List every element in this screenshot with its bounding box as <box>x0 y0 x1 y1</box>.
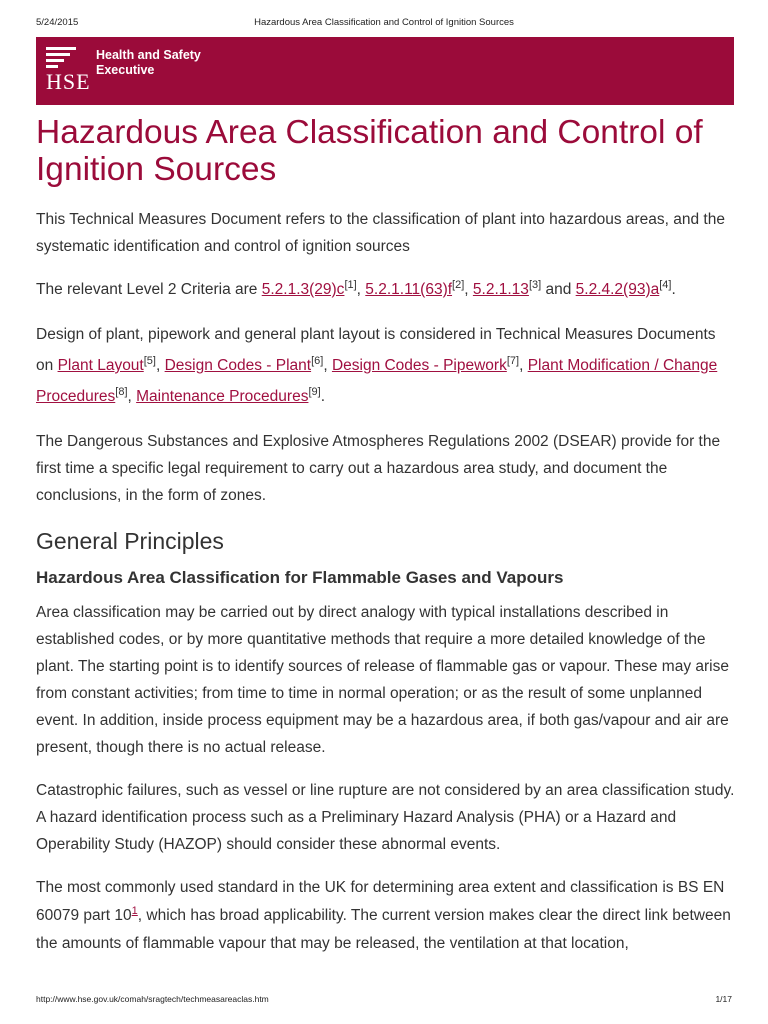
intro-paragraph: This Technical Measures Document refers to the classification of plant into hazardous areas, and the systematic identification and control of ignition sources <box>36 211 725 255</box>
page-title: Hazardous Area Classification and Control of Ignition Sources <box>36 114 703 188</box>
hse-logo-text: HSE <box>46 69 91 94</box>
section-heading: General Principles <box>36 528 224 554</box>
criteria-link-2[interactable]: 5.2.1.11(63)f <box>365 281 453 298</box>
ref-3: [3] <box>528 279 542 291</box>
ref-5: [5] <box>143 355 156 367</box>
link-maintenance-procedures[interactable]: Maintenance Procedures <box>136 388 309 405</box>
criteria-link-1[interactable]: 5.2.1.3(29)c <box>261 281 345 298</box>
dsear-paragraph: The Dangerous Substances and Explosive Atmospheres Regulations 2002 (DSEAR) provide for the first time a specific legal requirement to carry out a hazardous area study, and document the conclusions, in the form of zones. <box>36 433 721 504</box>
org-name: Health and Safety Executive <box>96 48 201 77</box>
paragraph-catastrophic: Catastrophic failures, such as vessel or line rupture are not considered by an area classification study. A hazard identification process such as a Preliminary Hazard Analysis (PHA) or a Hazard and Operability Study (HAZOP) should consider these abnormal events. <box>36 782 735 853</box>
criteria-link-4[interactable]: 5.2.4.2(93)a <box>575 281 660 298</box>
ref-9: [9] <box>308 386 321 398</box>
link-design-codes-plant[interactable]: Design Codes - Plant <box>164 357 312 374</box>
hse-logo[interactable] <box>46 47 92 93</box>
ref-8: [8] <box>115 386 128 398</box>
print-date: 5/24/2015 <box>36 17 79 28</box>
paragraph-standard: The most commonly used standard in the UK for determining area extent and classification is BS EN 60079 part 10$^1$, which has broad applicability. The current version makes clear the direct link between the amounts of flammable vapour that may be released, the ventilation at that location, <box>36 879 731 952</box>
ref-4: [4] <box>659 279 672 291</box>
print-footer <box>36 994 732 1004</box>
ref-1: [1] <box>344 279 357 291</box>
criteria-link-3[interactable]: 5.2.1.13 <box>472 281 529 298</box>
criteria-paragraph: The relevant Level 2 Criteria are 5.2.1.3(29)c[1], 5.2.1.11(63)f[2], 5.2.1.13[3] and 5.2.4.2(93)a[4]. <box>36 279 676 298</box>
footnote-link-1[interactable]: 1 <box>131 905 138 917</box>
main-content <box>36 206 736 974</box>
print-header <box>36 17 732 31</box>
link-plant-layout[interactable]: Plant Layout <box>57 357 144 374</box>
paragraph-classification: Area classification may be carried out by direct analogy with typical installations described in established codes, or by more quantitative methods that require a more detailed knowledge of the plant. The starting point is to identify sources of release of flammable gas or vapour. These may arise from constant activities; from time to time in normal operation; or as the result of some unplanned event. In addition, inside process equipment may be a hazardous area, if both gas/vapour and air are present, though there is no actual release. <box>36 604 729 756</box>
hse-banner <box>36 37 734 105</box>
ref-6: [6] <box>311 355 324 367</box>
page-number: 1/17 <box>715 994 732 1004</box>
print-title: Hazardous Area Classification and Control of Ignition Sources <box>254 17 514 28</box>
design-paragraph: Design of plant, pipework and general plant layout is considered in Technical Measures Documents on Plant Layout[5], Design Codes - Plant[6], Design Codes - Pipework[7], Plant Modification / Change Procedures[8], Maintenance Procedures[9]. <box>36 326 718 405</box>
print-url: http://www.hse.gov.uk/comah/sragtech/techmeasareaclas.htm <box>36 994 269 1004</box>
link-plant-modification[interactable]: Plant Modification / Change Procedures <box>36 357 718 405</box>
link-design-codes-pipework[interactable]: Design Codes - Pipework <box>331 357 507 374</box>
ref-7: [7] <box>506 355 520 367</box>
hse-logo-stripes-icon <box>46 47 76 71</box>
ref-2: [2] <box>452 279 465 291</box>
subsection-heading: Hazardous Area Classification for Flammable Gases and Vapours <box>36 568 564 587</box>
